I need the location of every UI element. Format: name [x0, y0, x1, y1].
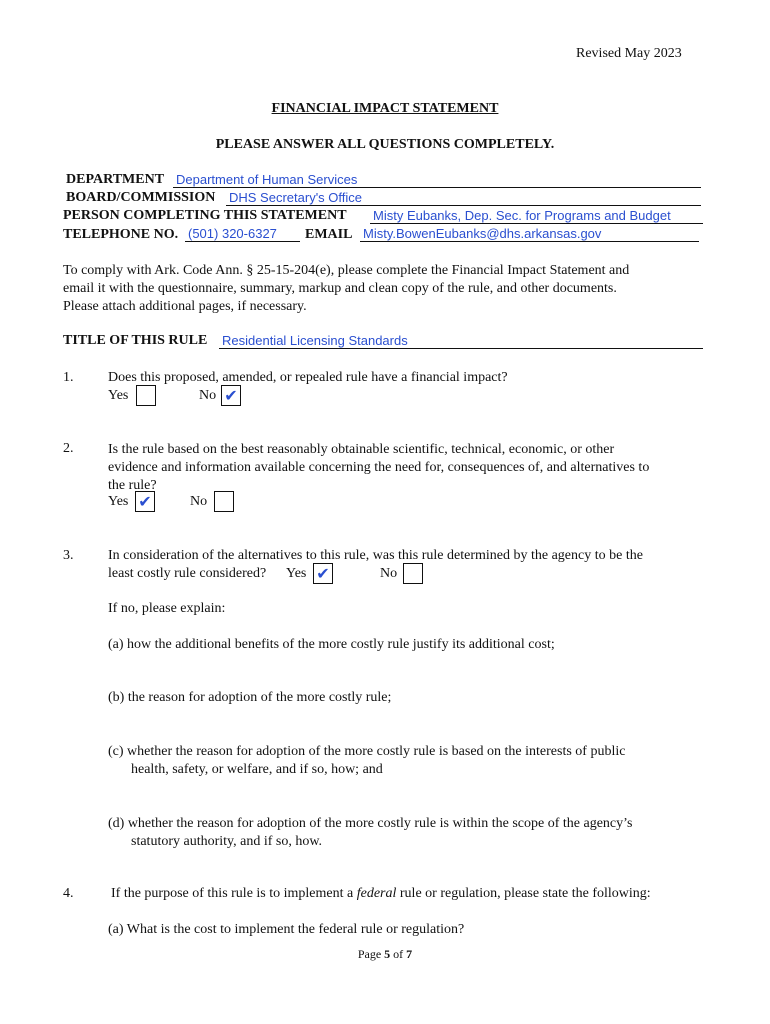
board-label: BOARD/COMMISSION [66, 190, 216, 205]
person-value: Misty Eubanks, Dep. Sec. for Programs and Budget [373, 208, 671, 223]
q3-item-d-line2: statutory authority, and if so, how. [131, 834, 323, 849]
q3-item-d-line1: (d) whether the reason for adoption of the more costly rule is within the scope of the agency’s [108, 816, 633, 831]
q3-yes-label: Yes [286, 566, 307, 581]
q3-no-label: No [380, 566, 398, 581]
rule-title-value: Residential Licensing Standards [222, 333, 408, 348]
q3-no-checkbox[interactable] [403, 563, 423, 584]
person-field[interactable] [370, 206, 703, 224]
q1-yes-label: Yes [108, 388, 129, 403]
q3-item-c-line1: (c) whether the reason for adoption of the more costly rule is based on the interests of public [108, 744, 626, 759]
question-4-number: 4. [63, 886, 74, 901]
board-value: DHS Secretary's Office [229, 190, 363, 205]
question-1-number: 1. [63, 370, 74, 385]
telephone-label: TELEPHONE NO. [63, 227, 179, 242]
question-4-text: If the purpose of this rule is to implement a federal rule or regulation, please state the following: [111, 886, 651, 901]
department-label: DEPARTMENT [66, 172, 165, 187]
question-2-text: Is the rule based on the best reasonably obtainable scientific, technical, economic, or other evidence and information available concerning the need for, consequences of, and alternatives to the rule? [108, 442, 650, 493]
q3-item-a: (a) how the additional benefits of the more costly rule justify its additional cost; [108, 637, 555, 652]
q3-item-b: (b) the reason for adoption of the more costly rule; [108, 690, 392, 705]
q2-no-checkbox[interactable] [214, 491, 234, 512]
page-number: Page 5 of 7 [357, 947, 413, 961]
email-label: EMAIL [305, 227, 353, 242]
page-subtitle: PLEASE ANSWER ALL QUESTIONS COMPLETELY. [215, 137, 555, 152]
rule-title-label: TITLE OF THIS RULE [63, 333, 208, 348]
person-label: PERSON COMPLETING THIS STATEMENT [63, 208, 347, 223]
question-3-text-line2: least costly rule considered? [108, 566, 267, 581]
q1-no-checkbox[interactable]: ✔ [221, 385, 241, 406]
question-1-text: Does this proposed, amended, or repealed rule have a financial impact? [108, 370, 508, 385]
q2-yes-label: Yes [108, 494, 129, 509]
intro-paragraph: To comply with Ark. Code Ann. § 25-15-204(e), please complete the Financial Impact Statement and email it with the questionnaire, summary, markup and clean copy of the rule, and other documents. Please attach additional pages, if necessary. [63, 263, 630, 314]
question-3-number: 3. [63, 548, 74, 563]
email-field[interactable] [360, 224, 699, 242]
q3-yes-checkbox[interactable]: ✔ [313, 563, 333, 584]
q4-item-a: (a) What is the cost to implement the federal rule or regulation? [108, 922, 465, 937]
q2-no-label: No [190, 494, 208, 509]
board-field[interactable] [226, 188, 701, 206]
q2-yes-checkbox[interactable]: ✔ [135, 491, 155, 512]
q3-item-c-line2: health, safety, or welfare, and if so, how; and [131, 762, 383, 777]
department-value: Department of Human Services [176, 172, 358, 187]
rule-title-field[interactable] [219, 331, 703, 349]
question-3-text-line1: In consideration of the alternatives to this rule, was this rule determined by the agency to be the [108, 548, 643, 563]
q3-explain-prompt: If no, please explain: [108, 601, 226, 616]
telephone-value: (501) 320-6327 [188, 226, 277, 241]
question-2-number: 2. [63, 441, 74, 456]
page-title: FINANCIAL IMPACT STATEMENT [271, 101, 499, 116]
revision-date: Revised May 2023 [576, 46, 682, 61]
department-field[interactable] [173, 170, 701, 188]
q1-no-label: No [199, 388, 217, 403]
email-value: Misty.BowenEubanks@dhs.arkansas.gov [363, 226, 602, 241]
telephone-field[interactable] [185, 224, 300, 242]
q1-yes-checkbox[interactable] [136, 385, 156, 406]
